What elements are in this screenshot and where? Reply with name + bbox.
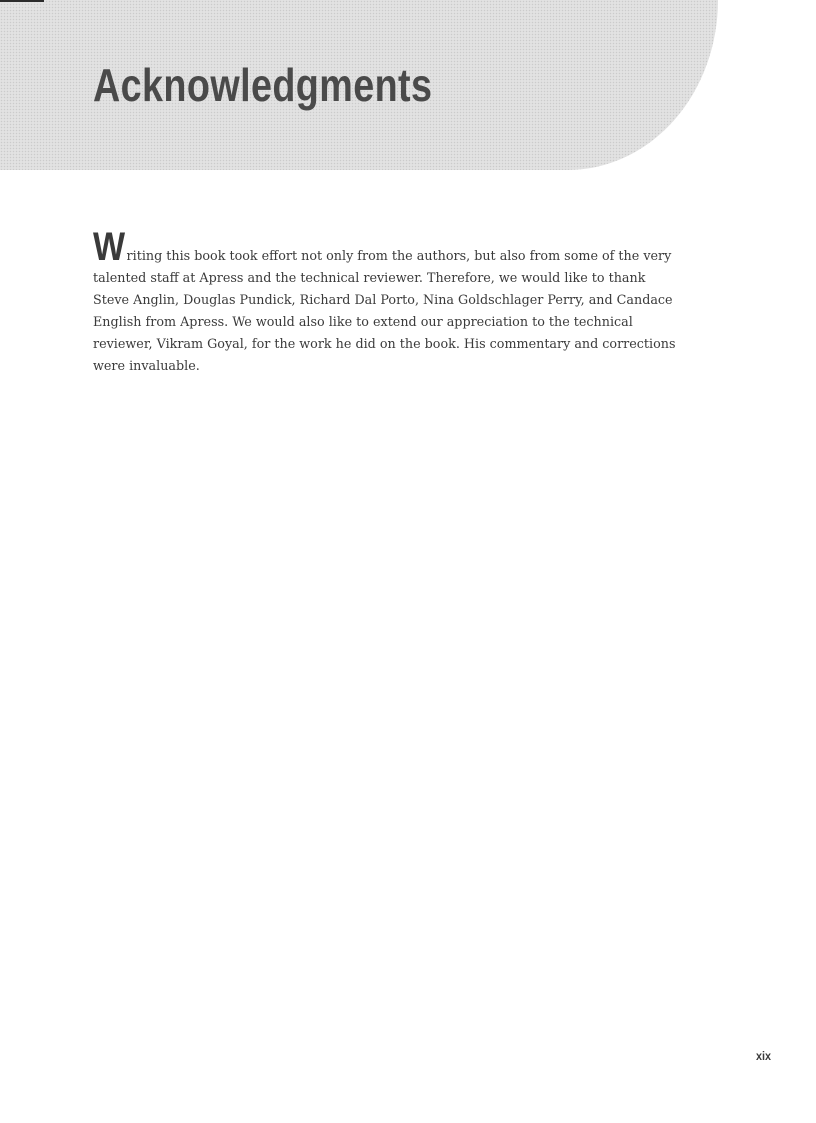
body-paragraph bbox=[93, 225, 682, 378]
chapter-title: Acknowledgments bbox=[93, 59, 433, 111]
corner-rule bbox=[0, 0, 44, 2]
page-number: xix bbox=[756, 1049, 772, 1063]
body-paragraph-text: riting this book took effort not only from the authors, but also from some of the very talented staff at Apress and the technical reviewer. Therefore, we would like to thank Steve Anglin, Douglas Pundick, Richard Dal Porto, Nina Goldschlager Perry, and Candace English from Apress. We would also like to extend our appreciation to the technical reviewer, Vikram Goyal, for the work he did on the book. His commentary and corrections were invaluable. bbox=[93, 249, 676, 374]
drop-cap-initial: W bbox=[93, 225, 126, 269]
